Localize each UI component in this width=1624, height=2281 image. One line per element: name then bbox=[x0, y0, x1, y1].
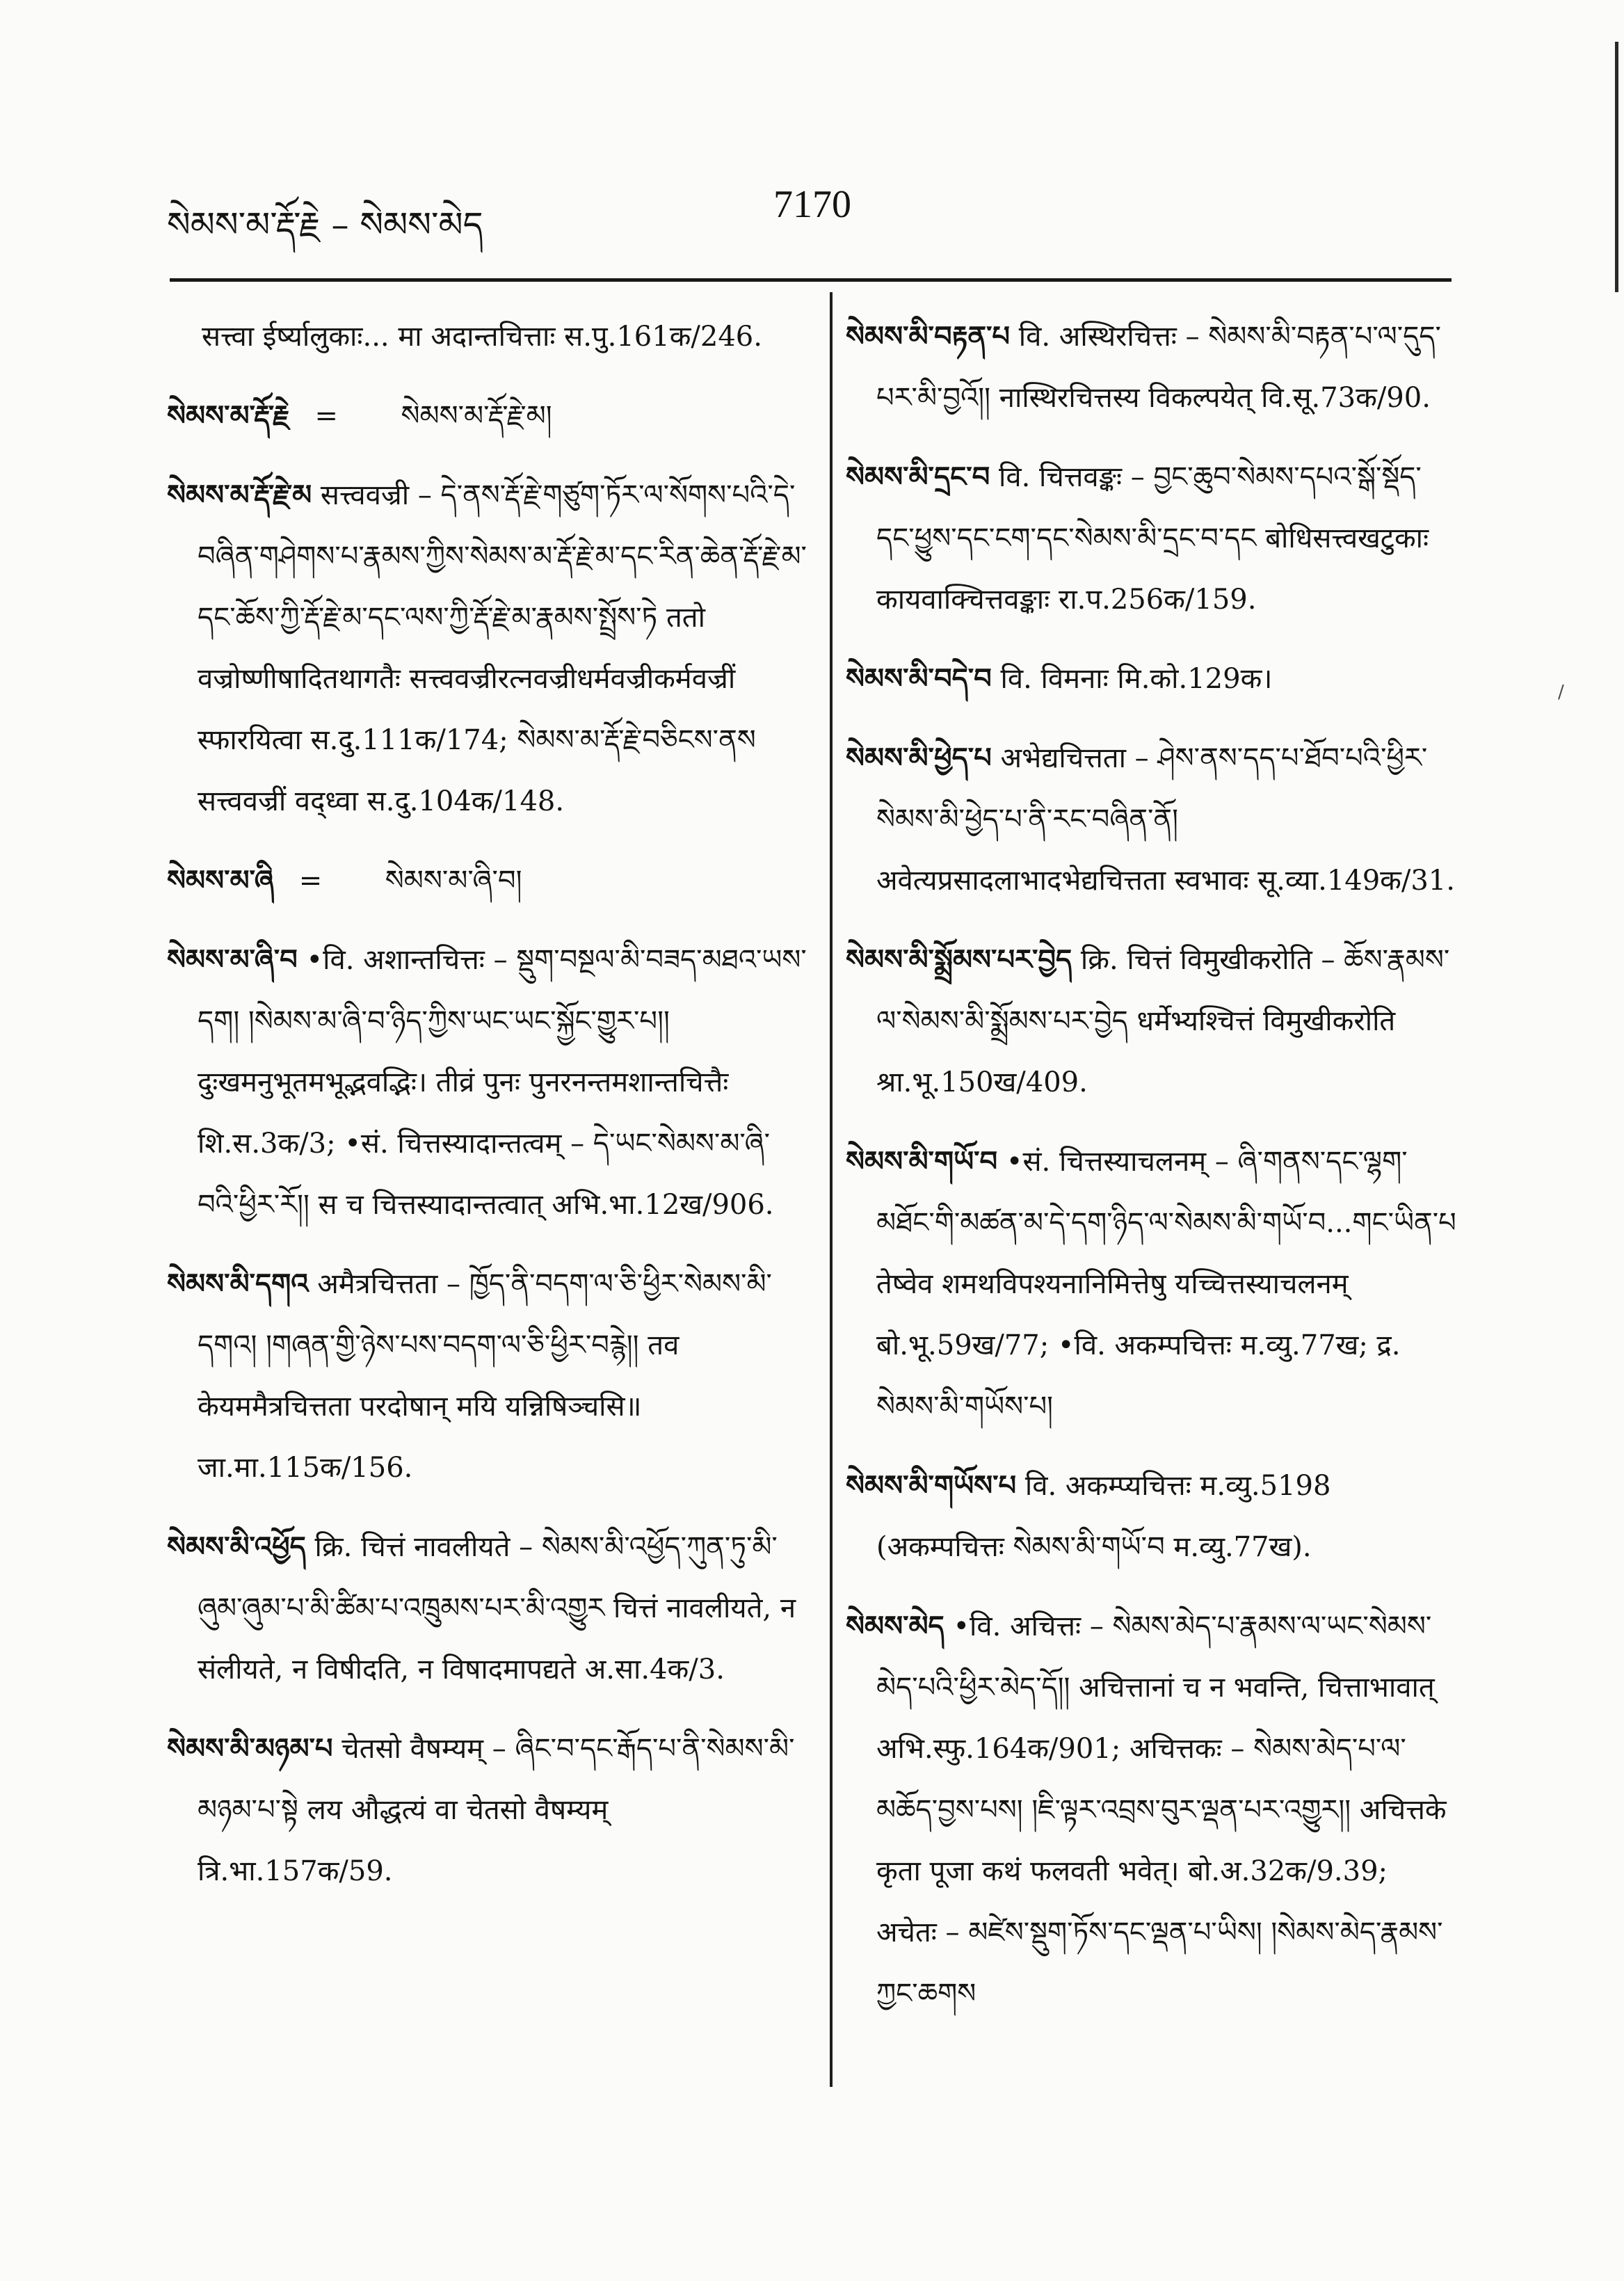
entry-headword: སེམས་མ་ཞི bbox=[167, 864, 274, 897]
entry-headword: སེམས་མི་སྨྲོམས་པར་བྱེད bbox=[846, 943, 1072, 976]
entry-headword: སེམས་མ་ཞི་བ bbox=[167, 943, 298, 976]
dictionary-entry bbox=[167, 1718, 808, 1902]
entry-body: अभेद्यचित्तता – ཤེས་ནས་དད་པ་ཐོབ་པའི་ཕྱིར་སེམས་མི་ཕྱེད་པ་ནི་རང་བཞིན་ནོ། अवेत्यप्रसादलाभादभेद्यचित्तता स्वभावः सू.व्या.149क/31. bbox=[876, 742, 1455, 897]
dictionary-entry bbox=[167, 465, 808, 832]
entry-headword: སེམས་མི་བརྟན་པ bbox=[846, 320, 1011, 353]
entry-headword: སེམས་མི་གཡོ་བ bbox=[846, 1145, 998, 1178]
entry-body: वि. विमनाः मि.को.129क। bbox=[1000, 663, 1273, 695]
entry-headword: སེམས་མི་འཕྱོད bbox=[167, 1530, 306, 1563]
dictionary-entry bbox=[846, 728, 1456, 911]
dictionary-entry bbox=[846, 648, 1456, 710]
entry-body: वि. चित्तवङ्कः – བྱང་ཆུབ་སེམས་དཔའ་སྒོ་སྡོད་དང་ཕྱུས་དང་ངག་དང་སེམས་མི་དྲང་བ་དང बोधिसत्त्वखटुकाः कायवाक्चित्तवङ्काः रा.प.256क/159. bbox=[876, 461, 1429, 616]
scan-speck: / bbox=[1558, 682, 1564, 703]
header-rule bbox=[170, 278, 1452, 282]
entry-body: चेतसो वैषम्यम् – ཞིང་བ་དང་རྒོད་པ་ནི་སེམས་མི་མཉམ་པ་སྟེ लय औद्धत्यं वा चेतसो वैषम्यम् त्रि.भा.157क/59. bbox=[198, 1733, 795, 1887]
entry-headword: སེམས་མི་གཡོས་པ bbox=[846, 1469, 1017, 1502]
column-divider bbox=[830, 292, 833, 2087]
entry-headword: སེམས་མ་རྡོ་རྗེ་མ bbox=[167, 479, 312, 511]
entry-headword: སེམས་མི་ཕྱེད་པ bbox=[846, 742, 992, 774]
entry-headword: སེམས་མི་དྲང་བ bbox=[846, 461, 990, 493]
entry-body: •वि. अचित्तः – སེམས་མེད་པ་རྣམས་ལ་ཡང་སེམས་མེད་པའི་ཕྱིར་མེད་དོ།། अचित्तानां च न भवन्ति, चित्ताभावात् अभि.स्फु.164क/901; अचित्तकः – སེམས་མེད་པ་ལ་མཆོད་བྱས་པས། །ཇི་ལྟར་འབྲས་བུར་ལྡན་པར་འགྱུར།། अचित्तके कृता पूजा कथं फलवती भवेत्। बो.अ.32क/9.39; अचेतः – མཛེས་སྡུག་ཏོས་དང་ལྡན་པ་ཡིས། །སེམས་མེད་རྣམས་ཀྱང་ཆགས bbox=[876, 1610, 1447, 2010]
left-column bbox=[167, 306, 808, 1920]
scan-margin-mark bbox=[1615, 42, 1618, 292]
continuation-entry bbox=[167, 306, 808, 367]
entry-body: वि. अस्थिरचित्तः – སེམས་མི་བརྟན་པ་ལ་དུད་པར་མི་བྱའོ།། नास्थिरचित्तस्य विकल्पयेत् वि.सू.73क/90. bbox=[876, 321, 1441, 414]
dictionary-entry bbox=[846, 306, 1456, 429]
page-number: 7170 bbox=[773, 183, 851, 226]
entry-body: सत्त्वा ईर्ष्यालुकाः... मा अदान्तचित्ताः स.पु.161क/246. bbox=[202, 321, 762, 353]
entry-body: •सं. चित्तस्याचलनम् – ཞི་གནས་དང་ལྷག་མཐོང་གི་མཚན་མ་དེ་དག་ཉིད་ལ་སེམས་མི་གཡོ་བ...གང་ཡིན་པ तेष्वेव शमथविपश्यनानिमित्तेषु यच्चित्तस्याचलनम् बो.भू.59ख/77; •वि. अकम्पचित्तः म.व्यु.77ख; द्र. སེམས་མི་གཡོས་པ། bbox=[876, 1146, 1456, 1423]
dictionary-entry bbox=[846, 929, 1456, 1113]
dictionary-entry bbox=[167, 929, 808, 1235]
entry-headword: སེམས་མེད bbox=[846, 1610, 944, 1642]
entry-body: क्रि. चित्तं नावलीयते – སེམས་མི་འཕྱོད་ཀུན་ཏུ་མི་ཞུམ་ཞུམ་པ་མི་ཚིམ་པ་འཁྲུམས་པར་མི་འགྱུར चित्तं नावलीयते, न संलीयते, न विषीदति, न विषादमापद्यते अ.सा.4क/3. bbox=[198, 1531, 796, 1686]
entry-headword: སེམས་མ་རྡོ་རྗེ bbox=[167, 399, 290, 432]
dictionary-entry bbox=[167, 385, 808, 447]
equals-sign: = bbox=[298, 865, 323, 897]
entry-headword: སེམས་མི་དགའ bbox=[167, 1267, 309, 1300]
dictionary-entry bbox=[167, 850, 808, 911]
entry-body: अमैत्रचित्तता – ཁྱོད་ནི་བདག་ལ་ཅི་ཕྱིར་སེམས་མི་དགའ། །གཞན་གྱི་ཉེས་པས་བདག་ལ་ཅི་ཕྱིར་བརྙེ།། तव केयममैत्रचित्तता परदोषान् मयि यन्निषिञ्चसि॥ जा.मा.115क/156. bbox=[198, 1268, 772, 1484]
running-header: སེམས་མ་རྡོ་རྗེ – སེམས་མེད bbox=[167, 205, 483, 245]
entry-body: सत्त्ववज्री – དེ་ནས་རྡོ་རྗེ་གཙུག་ཏོར་ལ་སོགས་པའི་དེ་བཞིན་གཤེགས་པ་རྣམས་ཀྱིས་སེམས་མ་རྡོ་རྗེ་མ་དང་རིན་ཆེན་རྡོ་རྗེ་མ་དང་ཆོས་ཀྱི་རྡོ་རྗེ་མ་དང་ལས་ཀྱི་རྡོ་རྗེ་མ་རྣམས་སྤྲོས་ཏེ ततो वज्रोष्णीषादितथागतैः सत्त्ववज्रीरत्नवज्रीधर्मवज्रीकर्मवज्रीं स्फारयित्वा स.दु.111क/174; སེམས་མ་རྡོ་རྗེ་བཅིངས་ནས सत्त्ववज्रीं वद्ध्वा स.दु.104क/148. bbox=[198, 479, 807, 817]
dictionary-entry bbox=[846, 1131, 1456, 1437]
entry-body: •वि. अशान्तचित्तः – སྡུག་བསྔལ་མི་བཟད་མཐའ་ཡས་དག། །སེམས་མ་ཞི་བ་ཉིད་ཀྱིས་ཡང་ཡང་སྐྱོང་གྱུར་པ།། दुःखमनुभूतमभूद्भवद्भिः। तीव्रं पुनः पुनरनन्तमशान्तचित्तैः शि.स.3क/3; •सं. चित्तस्यादान्तत्वम् – དེ་ཡང་སེམས་མ་ཞི་བའི་ཕྱིར་རོ།། स च चित्तस्यादान्तत्वात् अभि.भा.12ख/906. bbox=[198, 944, 807, 1221]
dictionary-entry bbox=[846, 1455, 1456, 1578]
cross-reference: སེམས་མ་ཞི་བ། bbox=[385, 865, 522, 897]
entry-headword: སེམས་མི་མཉམ་པ bbox=[167, 1732, 333, 1765]
dictionary-entry bbox=[846, 447, 1456, 630]
right-column bbox=[846, 306, 1456, 2042]
entry-body: क्रि. चित्तं विमुखीकरोति – ཆོས་རྣམས་ལ་སེམས་མི་སྨྲོམས་པར་བྱེད धर्मेभ्यश्चित्तं विमुखीकरोति श्रा.भू.150ख/409. bbox=[876, 944, 1450, 1098]
entry-headword: སེམས་མི་བདེ་བ bbox=[846, 662, 992, 695]
entry-body: वि. अकम्प्यचित्तः म.व्यु.5198 (अकम्पचित्तः སེམས་མི་གཡོ་བ म.व्यु.77ख). bbox=[876, 1470, 1331, 1563]
equals-sign: = bbox=[314, 400, 339, 432]
dictionary-entry bbox=[167, 1516, 808, 1700]
dictionary-entry bbox=[167, 1254, 808, 1498]
dictionary-entry bbox=[846, 1596, 1456, 2024]
cross-reference: སེམས་མ་རྡོ་རྗེ་མ། bbox=[401, 400, 552, 432]
